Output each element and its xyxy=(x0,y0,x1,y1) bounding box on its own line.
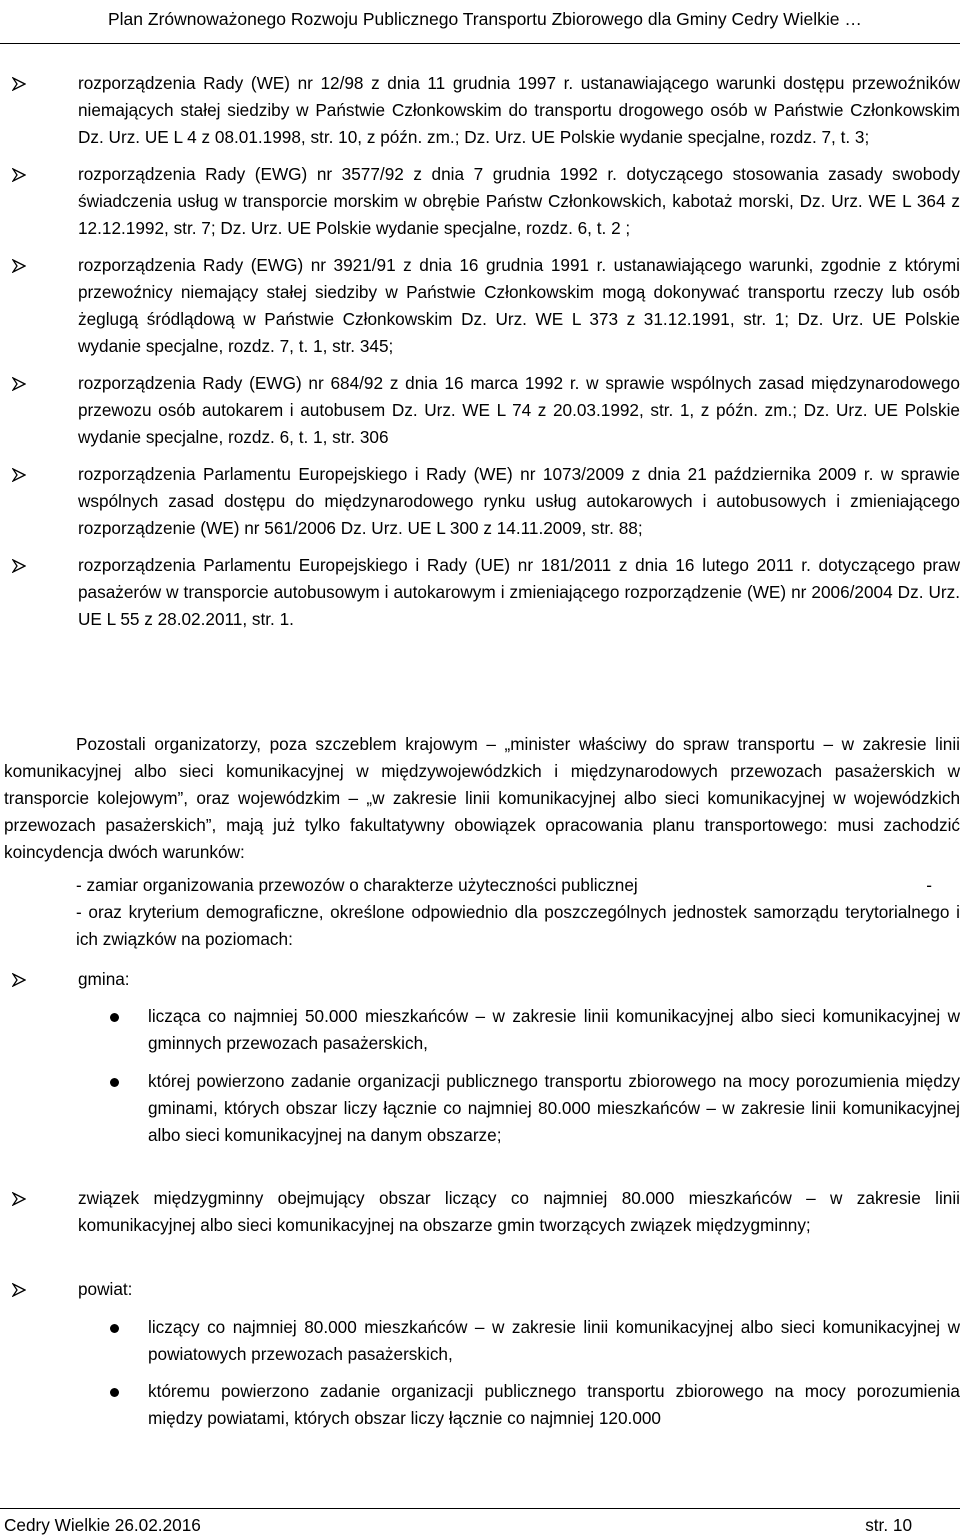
condition-trailing-dash: - xyxy=(926,875,932,895)
arrow-bullet-icon xyxy=(12,1192,26,1206)
bullet-dot-icon xyxy=(110,1078,119,1087)
regulation-item xyxy=(0,70,960,151)
arrow-bullet-icon xyxy=(12,77,26,91)
condition-second: - oraz kryterium demograficzne, określone odpowiednio dla poszczególnych jednostek samorządu terytorialnego i ich związków na poziomach: xyxy=(76,902,960,949)
bullet-dot-icon xyxy=(110,1324,119,1333)
bullet-dot-icon xyxy=(110,1388,119,1397)
zwiazek-text: związek międzygminny obejmujący obszar liczący co najmniej 80.000 mieszkańców – w zakresie linii komunikacyjnej albo sieci komunikacyjnej na obszarze gmin tworzących związek międzygminny; xyxy=(78,1188,960,1235)
header-title: Plan Zrównoważonego Rozwoju Publicznego Transportu Zbiorowego dla Gminy Cedry Wielkie … xyxy=(108,9,862,29)
arrow-bullet-icon xyxy=(12,377,26,391)
regulation-text: rozporządzenia Parlamentu Europejskiego i Rady (WE) nr 1073/2009 z dnia 21 października 2009 r. w sprawie wspólnych zasad dostępu do międzynarodowego rynku usług autokarowych i autobusowych i zmieniającego rozporządzenie (WE) nr 561/2006 Dz. Urz. UE L 300 z 14.11.2009, str. 88; xyxy=(78,464,960,538)
regulation-item xyxy=(0,161,960,242)
arrow-bullet-icon xyxy=(12,1283,26,1297)
arrow-bullet-icon xyxy=(12,973,26,987)
arrow-bullet-icon xyxy=(12,168,26,182)
bullet-dot-icon xyxy=(110,1013,119,1022)
regulation-item xyxy=(0,461,960,542)
regulation-text: rozporządzenia Parlamentu Europejskiego i Rady (UE) nr 181/2011 z dnia 16 lutego 2011 r. dotyczącego praw pasażerów w transporcie autobusowym i autokarowym i zmieniającego rozporządzenie (WE) nr 2006/2004 Dz. Urz. UE L 55 z 28.02.2011, str. 1. xyxy=(78,555,960,629)
regulation-text: rozporządzenia Rady (EWG) nr 3921/91 z dnia 16 grudnia 1991 r. ustanawiającego warunki, zgodnie z którymi przewoźnicy niemający stałej siedziby w Państwie Członkowskim mogą dokonywać transportu rzeczy lub osób żeglugą śródlądową w Państwie Członkowskim Dz. Urz. WE L 373 z 31.12.1991, str. 1; Dz. Urz. UE Polskie wydanie specjalne, rozdz. 7, t. 1, str. 345; xyxy=(78,255,960,356)
condition-first: - zamiar organizowania przewozów o charakterze użyteczności publicznej xyxy=(76,875,638,895)
arrow-bullet-icon xyxy=(12,468,26,482)
regulation-text: rozporządzenia Rady (EWG) nr 684/92 z dnia 16 marca 1992 r. w sprawie wspólnych zasad międzynarodowego przewozu osób autokarem i autobusem Dz. Urz. WE L 74 z 20.03.1992, str. 1, z późn. zm.; Dz. Urz. UE Polskie wydanie specjalne, rozdz. 6, t. 1, str. 306 xyxy=(78,373,960,447)
regulation-item xyxy=(0,370,960,451)
paragraph-text: Pozostali organizatorzy, poza szczeblem krajowym – „minister właściwy do spraw transportu – w zakresie linii komunikacyjnej albo sieci komunikacyjnej w międzywojewódzkich i międzynarodowych przewozach pasażerskich w transporcie kolejowym”, oraz wojewódzkim – „w zakresie linii komunikacyjnej albo sieci komunikacyjnej w wojewódzkich przewozach pasażerskich”, mają już tylko fakultatywny obowiązek opracowania planu transportowego: musi zachodzić koincydencja dwóch warunków: xyxy=(4,734,960,862)
gmina-label: gmina: xyxy=(78,969,130,989)
page-number: str. 10 xyxy=(865,1515,912,1535)
arrow-bullet-icon xyxy=(12,259,26,273)
gmina-item-text: licząca co najmniej 50.000 mieszkańców – w zakresie linii komunikacyjnej albo sieci komunikacyjnej w gminnych przewozach pasażerskich, xyxy=(148,1006,960,1053)
page-footer xyxy=(0,1508,960,1540)
body-paragraph xyxy=(4,731,960,866)
page-header xyxy=(0,0,960,44)
regulation-item xyxy=(0,552,960,633)
condition-line xyxy=(76,872,960,899)
footer-date: Cedry Wielkie 26.02.2016 xyxy=(4,1515,201,1535)
regulation-item xyxy=(0,252,960,360)
gmina-item-text: której powierzono zadanie organizacji publicznego transportu zbiorowego na mocy porozumienia między gminami, których obszar liczy łącznie co najmniej 80.000 mieszkańców – w zakresie linii komunikacyjnej albo sieci komunikacyjnej na danym obszarze; xyxy=(148,1071,960,1145)
regulation-text: rozporządzenia Rady (WE) nr 12/98 z dnia 11 grudnia 1997 r. ustanawiającego warunki dostępu przewoźników niemających stałej siedziby w Państwie Członkowskim do transportu drogowego osób w Państwie Członkowskim Dz. Urz. UE L 4 z 08.01.1998, str. 10, z późn. zm.; Dz. Urz. UE Polskie wydanie specjalne, rozdz. 7, t. 3; xyxy=(78,73,960,147)
regulations-list xyxy=(0,70,960,643)
conditions-block xyxy=(76,872,960,953)
powiat-item-text: liczący co najmniej 80.000 mieszkańców – w zakresie linii komunikacyjnej albo sieci komunikacyjnej w powiatowych przewozach pasażerskich, xyxy=(148,1317,960,1364)
arrow-bullet-icon xyxy=(12,559,26,573)
regulation-text: rozporządzenia Rady (EWG) nr 3577/92 z dnia 7 grudnia 1992 r. dotyczącego stosowania zasady swobody świadczenia usług w transporcie morskim w obrębie Państw Członkowskich, kabotaż morski, Dz. Urz. WE L 364 z 12.12.1992, str. 7; Dz. Urz. UE Polskie wydanie specjalne, rozdz. 6, t. 2 ; xyxy=(78,164,960,238)
powiat-label: powiat: xyxy=(78,1279,133,1299)
powiat-item-text: któremu powierzono zadanie organizacji publicznego transportu zbiorowego na mocy porozumienia między powiatami, których obszar liczy łącznie co najmniej 120.000 xyxy=(148,1381,960,1428)
